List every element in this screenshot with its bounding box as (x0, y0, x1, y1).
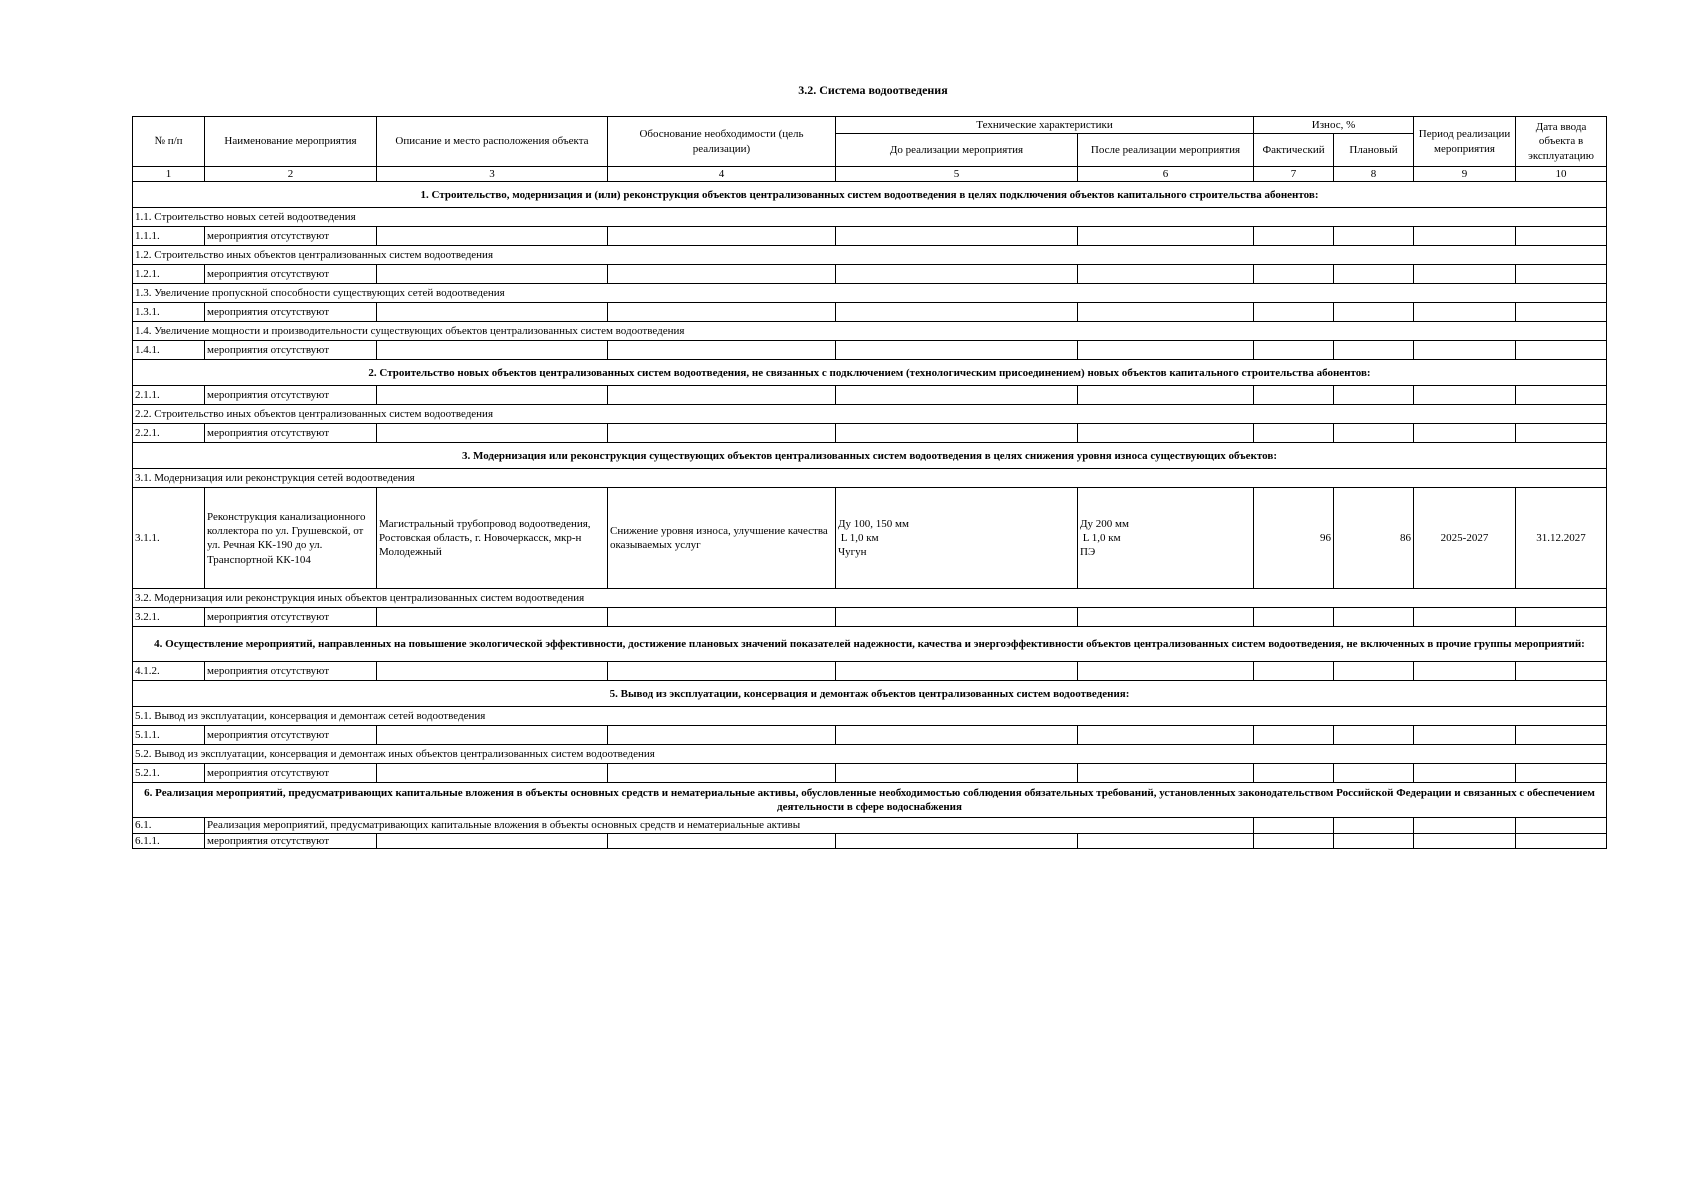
row-number: 3.2.1. (133, 608, 205, 627)
header-name: Наименование мероприятия (205, 117, 377, 167)
table-row (133, 662, 1607, 681)
header-row (133, 117, 1607, 134)
table-row (133, 424, 1607, 443)
project-name: Реконструкция канализационного коллектора по ул. Грушевской, от ул. Речная КК-190 до ул. Транспортной КК-104 (205, 488, 377, 589)
header-period: Период реализации мероприятия (1414, 117, 1516, 167)
row-name: мероприятия отсутствуют (205, 265, 377, 284)
table-row (133, 608, 1607, 627)
table-row (133, 726, 1607, 745)
project-tech-after (1078, 488, 1254, 589)
project-wear-planned: 86 (1334, 488, 1414, 589)
row-number: 1.2.1. (133, 265, 205, 284)
header-tech-before: До реализации мероприятия (836, 134, 1078, 167)
subsection-row (133, 322, 1607, 341)
project-date: 31.12.2027 (1516, 488, 1607, 589)
section-row (133, 182, 1607, 208)
row-name: мероприятия отсутствуют (205, 386, 377, 405)
row-name: мероприятия отсутствуют (205, 341, 377, 360)
column-number: 9 (1414, 167, 1516, 182)
tech-after-length: L 1,0 км (1080, 532, 1121, 545)
column-number: 5 (836, 167, 1078, 182)
project-row (133, 488, 1607, 589)
row-number: 6.1.1. (133, 833, 205, 848)
subsection-row (133, 707, 1607, 726)
table-row (133, 303, 1607, 322)
tech-before-material: Чугун (838, 546, 867, 559)
row-number: 2.2.1. (133, 424, 205, 443)
header-wear: Износ, % (1254, 117, 1414, 134)
column-number: 4 (608, 167, 836, 182)
column-number-row (133, 167, 1607, 182)
subsection-row (133, 589, 1607, 608)
section-heading: 1. Строительство, модернизация и (или) реконструкция объектов централизованных систем водоотведения в целях подключения объектов капитального строительства абонентов: (133, 182, 1607, 208)
row-name: мероприятия отсутствуют (205, 303, 377, 322)
header-wear-actual: Фактический (1254, 134, 1334, 167)
subsection-row (133, 745, 1607, 764)
row-name: Реализация мероприятий, предусматривающих капитальные вложения в объекты основных средств и нематериальные активы (205, 818, 1254, 833)
subsection-heading: 5.2. Вывод из эксплуатации, консервация и демонтаж иных объектов централизованных систем водоотведения (133, 745, 1607, 764)
row-number: 2.1.1. (133, 386, 205, 405)
header-justification: Обоснование необходимости (цель реализации) (608, 117, 836, 167)
subsection-heading: 2.2. Строительство иных объектов централизованных систем водоотведения (133, 405, 1607, 424)
row-number: 4.1.2. (133, 662, 205, 681)
row-name: мероприятия отсутствуют (205, 726, 377, 745)
tech-before-diameter: Ду 100, 150 мм (838, 517, 909, 530)
row-name: мероприятия отсутствуют (205, 833, 377, 848)
row-name: мероприятия отсутствуют (205, 662, 377, 681)
table-row (133, 341, 1607, 360)
tech-after-diameter: Ду 200 мм (1080, 517, 1129, 530)
project-number: 3.1.1. (133, 488, 205, 589)
tech-before-length: L 1,0 км (838, 532, 879, 545)
table-row (133, 386, 1607, 405)
row-name: мероприятия отсутствуют (205, 227, 377, 246)
column-number: 3 (377, 167, 608, 182)
section-row (133, 443, 1607, 469)
header-wear-planned: Плановый (1334, 134, 1414, 167)
table-row (133, 833, 1607, 848)
subsection-heading: 1.4. Увеличение мощности и производительности существующих объектов централизованных систем водоотведения (133, 322, 1607, 341)
row-number: 6.1. (133, 818, 205, 833)
column-number: 8 (1334, 167, 1414, 182)
table-row (133, 265, 1607, 284)
tech-after-material: ПЭ (1080, 546, 1096, 559)
row-name: мероприятия отсутствуют (205, 424, 377, 443)
table-row (133, 227, 1607, 246)
section-heading: 5. Вывод из эксплуатации, консервация и демонтаж объектов централизованных систем водоотведения: (133, 681, 1607, 707)
subsection-heading: 1.2. Строительство иных объектов централизованных систем водоотведения (133, 246, 1607, 265)
subsection-row (133, 284, 1607, 303)
section-heading: 6. Реализация мероприятий, предусматривающих капитальные вложения в объекты основных средств и нематериальные активы, обусловленные необходимостью соблюдения обязательных требований, установленных законодательством Российской Федерации и связанных с обеспечением деятельности в сфере водоснабжения (133, 783, 1607, 818)
column-number: 6 (1078, 167, 1254, 182)
subsection-row (133, 405, 1607, 424)
header-description: Описание и место расположения объекта (377, 117, 608, 167)
project-tech-before (836, 488, 1078, 589)
row-number: 5.1.1. (133, 726, 205, 745)
subsection-heading: 3.2. Модернизация или реконструкция иных объектов централизованных систем водоотведения (133, 589, 1607, 608)
section-row (133, 360, 1607, 386)
subsection-heading: 3.1. Модернизация или реконструкция сетей водоотведения (133, 469, 1607, 488)
row-number: 1.1.1. (133, 227, 205, 246)
column-number: 7 (1254, 167, 1334, 182)
project-justification: Снижение уровня износа, улучшение качества оказываемых услуг (608, 488, 836, 589)
subsection-row (133, 208, 1607, 227)
table-row (133, 764, 1607, 783)
column-number: 1 (133, 167, 205, 182)
project-wear-actual: 96 (1254, 488, 1334, 589)
section-heading: 3. Модернизация или реконструкция существующих объектов централизованных систем водоотведения в целях снижения уровня износа существующих объектов: (133, 443, 1607, 469)
measures-table (132, 116, 1607, 849)
row-number: 1.3.1. (133, 303, 205, 322)
header-date: Дата ввода объекта в эксплуатацию (1516, 117, 1607, 167)
subsection-row (133, 469, 1607, 488)
column-number: 2 (205, 167, 377, 182)
header-tech-after: После реализации мероприятия (1078, 134, 1254, 167)
section-heading: 2. Строительство новых объектов централизованных систем водоотведения, не связанных с подключением (технологическим присоединением) новых объектов капитального строительства абонентов: (133, 360, 1607, 386)
row-number: 1.4.1. (133, 341, 205, 360)
section-row (133, 681, 1607, 707)
section-heading: 4. Осуществление мероприятий, направленных на повышение экологической эффективности, достижение плановых значений показателей надежности, качества и энергоэффективности объектов централизованных систем водоотведения, не включенных в прочие группы мероприятий: (133, 627, 1607, 662)
row-name: мероприятия отсутствуют (205, 608, 377, 627)
subsection-row (133, 246, 1607, 265)
project-description: Магистральный трубопровод водоотведения, Ростовская область, г. Новочеркасск, мкр-н Молодежный (377, 488, 608, 589)
table-row (133, 818, 1607, 833)
page-title: 3.2. Система водоотведения (798, 83, 948, 97)
project-period: 2025-2027 (1414, 488, 1516, 589)
section-row (133, 627, 1607, 662)
header-num: № п/п (133, 117, 205, 167)
section-row (133, 783, 1607, 818)
subsection-heading: 1.1. Строительство новых сетей водоотведения (133, 208, 1607, 227)
column-number: 10 (1516, 167, 1607, 182)
row-number: 5.2.1. (133, 764, 205, 783)
subsection-heading: 1.3. Увеличение пропускной способности существующих сетей водоотведения (133, 284, 1607, 303)
header-tech: Технические характеристики (836, 117, 1254, 134)
subsection-heading: 5.1. Вывод из эксплуатации, консервация и демонтаж сетей водоотведения (133, 707, 1607, 726)
row-name: мероприятия отсутствуют (205, 764, 377, 783)
